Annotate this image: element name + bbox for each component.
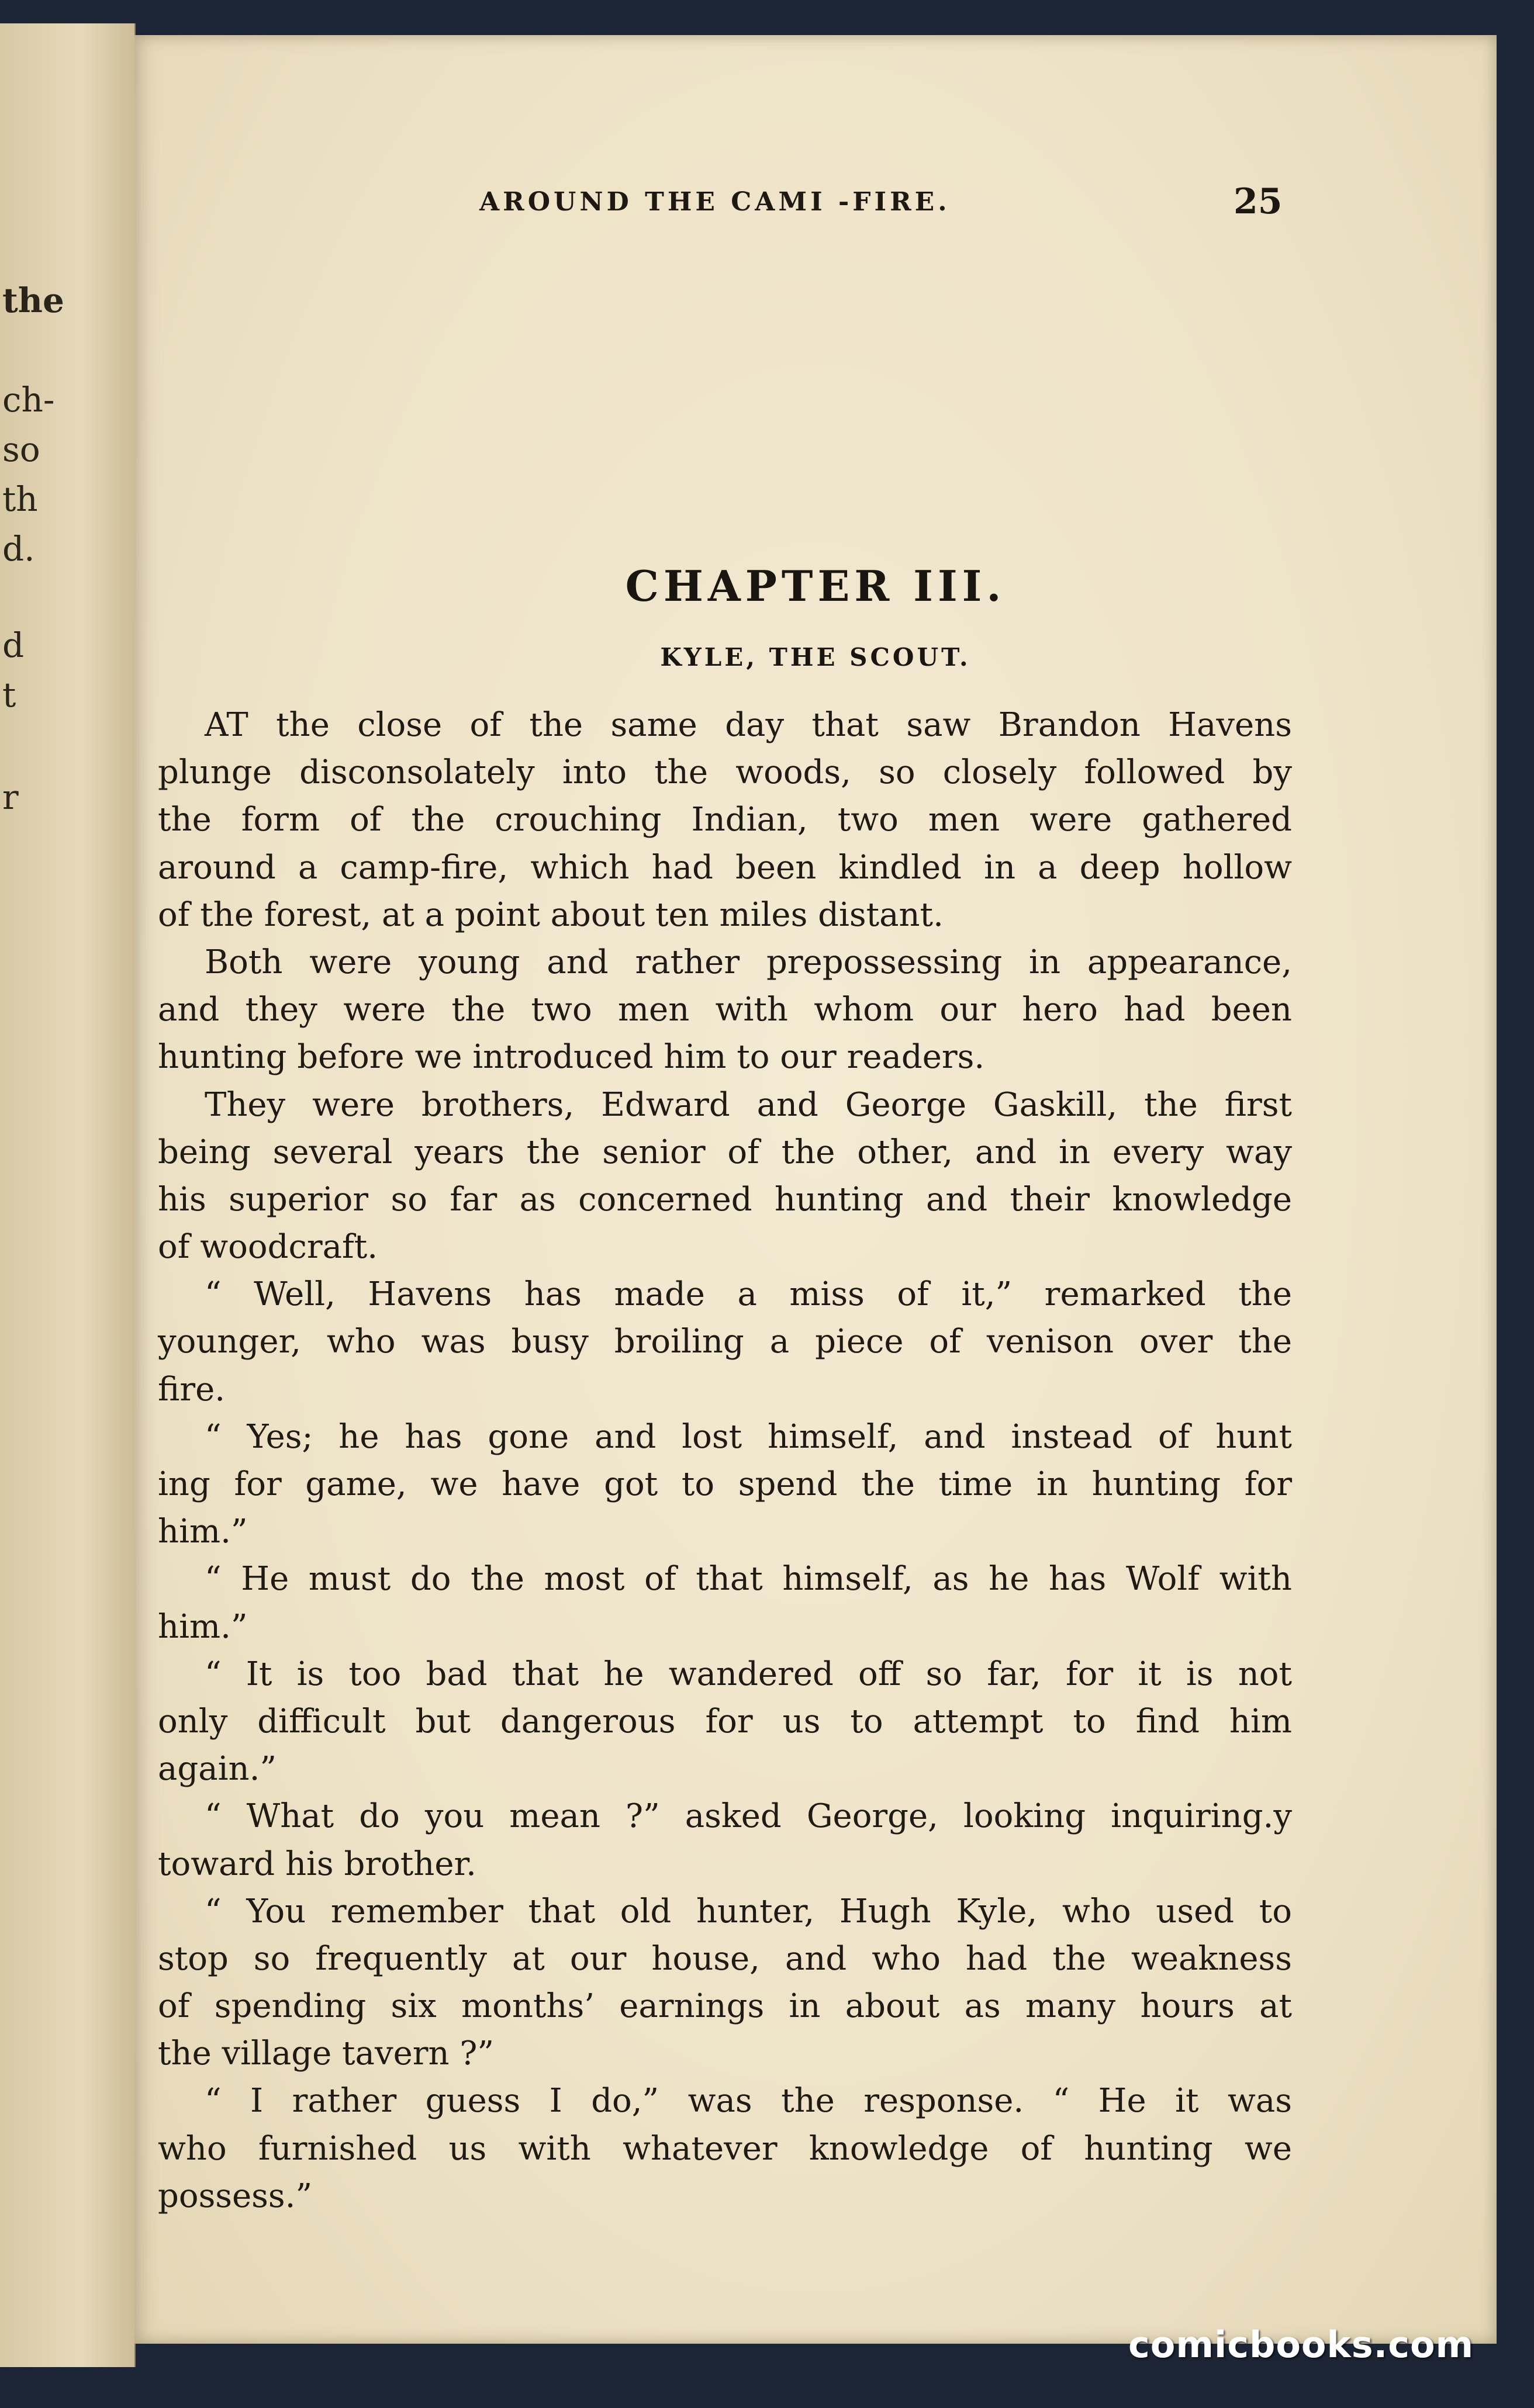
fragment-line: so	[2, 430, 40, 469]
text-line: ing for game, we have got to spend the time in hunting for	[158, 1465, 1292, 1503]
text-line: “ It is too bad that he wandered off so far, for it is not	[205, 1655, 1292, 1693]
page-number: 25	[1234, 181, 1283, 222]
text-line: his superior so far as concerned hunting and their knowledge	[158, 1180, 1292, 1219]
body-text	[158, 701, 1292, 2220]
fragment-line: d	[2, 625, 25, 665]
text-line: “ I rather guess I do,” was the response. “ He it was	[205, 2082, 1292, 2120]
text-line: around a camp-fire, which had been kindled in a deep hollow	[158, 848, 1292, 887]
text-line: AT the close of the same day that saw Brandon Havens	[205, 706, 1292, 744]
fragment-line: t	[2, 675, 16, 715]
fragment-line: the	[2, 281, 64, 320]
text-line: of spending six months’ earnings in about as many hours at	[158, 1987, 1292, 2026]
text-line: who furnished us with whatever knowledge of hunting we	[158, 2129, 1292, 2168]
text-line: “ He must do the most of that himself, as he has Wolf with	[205, 1560, 1292, 1599]
text-line: younger, who was busy broiling a piece of venison over the	[158, 1323, 1292, 1361]
fragment-line: r	[2, 777, 19, 817]
text-line: stop so frequently at our house, and who had the weakness	[158, 1939, 1292, 1978]
text-line: “ Yes; he has gone and lost himself, and instead of hunt	[205, 1417, 1292, 1456]
text-line: the village tavern ?”	[158, 2035, 495, 2073]
chapter-title: CHAPTER III.	[625, 561, 1006, 611]
book-page	[134, 35, 1497, 2344]
text-line: of woodcraft.	[158, 1228, 378, 1267]
text-line: possess.”	[158, 2177, 313, 2215]
text-line: Both were young and rather prepossessing in appearance,	[205, 943, 1292, 981]
text-line: “ What do you mean ?” asked George, looking inquiring.y	[205, 1797, 1292, 1836]
fragment-line: th	[2, 479, 38, 519]
text-line: “ Well, Havens has made a miss of it,” remarked the	[205, 1275, 1292, 1314]
text-line: of the forest, at a point about ten miles distant.	[158, 895, 944, 934]
text-line: being several years the senior of the other, and in every way	[158, 1133, 1292, 1171]
text-line: only difficult but dangerous for us to attempt to find him	[158, 1702, 1292, 1741]
running-header	[134, 181, 1497, 234]
fragment-line: ch-	[2, 380, 55, 420]
fragment-line: d.	[2, 529, 35, 569]
text-line: him.”	[158, 1513, 248, 1551]
text-line: plunge disconsolately into the woods, so closely followed by	[158, 753, 1292, 792]
text-line: toward his brother.	[158, 1845, 476, 1883]
text-line: hunting before we introduced him to our readers.	[158, 1038, 985, 1077]
text-line: again.”	[158, 1750, 277, 1788]
watermark: comicbooks.com	[1128, 2323, 1474, 2366]
text-line: and they were the two men with whom our hero had been	[158, 991, 1292, 1029]
chapter-subtitle: KYLE, THE SCOUT.	[660, 643, 971, 672]
text-line: fire.	[158, 1370, 226, 1409]
text-line: They were brothers, Edward and George Gaskill, the first	[205, 1085, 1292, 1124]
text-line: him.”	[158, 1607, 248, 1646]
running-head-title: AROUND THE CAMI -FIRE.	[479, 187, 951, 217]
previous-page-edge	[0, 23, 136, 2367]
text-line: the form of the crouching Indian, two men were gathered	[158, 801, 1292, 839]
text-line: “ You remember that old hunter, Hugh Kyle, who used to	[205, 1892, 1292, 1930]
